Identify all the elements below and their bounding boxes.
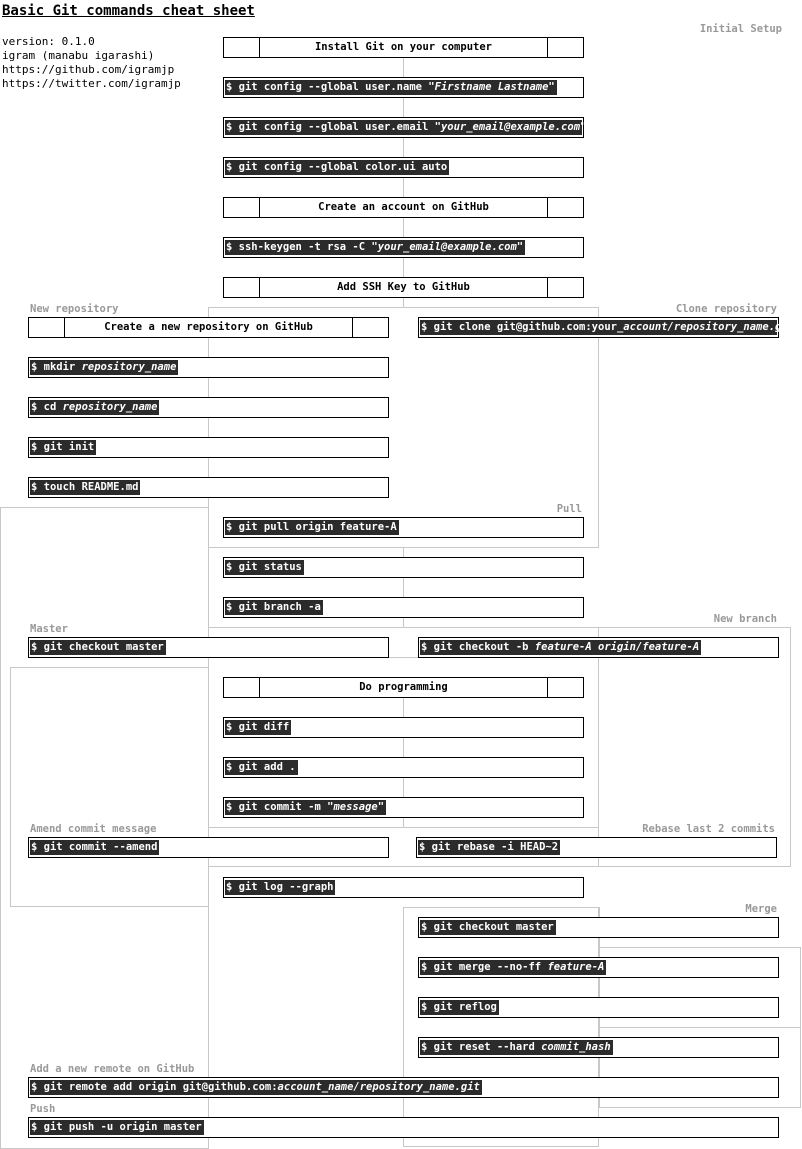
cmd-git-branch[interactable]: $ git branch -a bbox=[223, 597, 584, 618]
cmd-git-rebase[interactable]: $ git rebase -i HEAD~2 bbox=[416, 837, 777, 858]
cmd-cd[interactable]: $ cd repository_name bbox=[28, 397, 389, 418]
cmd-checkout-master[interactable]: $ git checkout master bbox=[28, 637, 389, 658]
step-create-repo: Create a new repository on GitHub bbox=[28, 317, 389, 338]
cmd-config-color[interactable]: $ git config --global color.ui auto bbox=[223, 157, 584, 178]
cmd-git-init[interactable]: $ git init bbox=[28, 437, 389, 458]
section-new-repository: New repository bbox=[30, 303, 119, 315]
twitter-link[interactable]: https://twitter.com/igramjp bbox=[2, 77, 181, 90]
step-do-programming: Do programming bbox=[223, 677, 584, 698]
cmd-mkdir[interactable]: $ mkdir repository_name bbox=[28, 357, 389, 378]
section-amend: Amend commit message bbox=[30, 823, 157, 835]
cmd-touch-readme[interactable]: $ touch README.md bbox=[28, 477, 389, 498]
section-merge: Merge bbox=[745, 903, 777, 915]
cmd-git-add[interactable]: $ git add . bbox=[223, 757, 584, 778]
version-text: version: 0.1.0 bbox=[2, 35, 95, 48]
section-push: Push bbox=[30, 1103, 56, 1115]
step-create-account: Create an account on GitHub bbox=[223, 197, 584, 218]
section-new-branch: New branch bbox=[713, 613, 777, 625]
cmd-git-reflog[interactable]: $ git reflog bbox=[418, 997, 779, 1018]
cmd-config-email[interactable]: $ git config --global user.email "your_email@example.com" bbox=[223, 117, 584, 138]
cmd-git-commit[interactable]: $ git commit -m "message" bbox=[223, 797, 584, 818]
merge-frame bbox=[403, 907, 599, 1147]
section-rebase: Rebase last 2 commits bbox=[642, 823, 775, 835]
programming-loop-frame bbox=[10, 667, 209, 907]
section-master: Master bbox=[30, 623, 68, 635]
step-install-git: Install Git on your computer bbox=[223, 37, 584, 58]
cmd-git-status[interactable]: $ git status bbox=[223, 557, 584, 578]
cmd-commit-amend[interactable]: $ git commit --amend bbox=[28, 837, 389, 858]
cmd-git-pull[interactable]: $ git pull origin feature-A bbox=[223, 517, 584, 538]
page-title: Basic Git commands cheat sheet bbox=[2, 3, 255, 19]
section-initial-setup: Initial Setup bbox=[699, 23, 782, 35]
cmd-config-name[interactable]: $ git config --global user.name "Firstname Lastname" bbox=[223, 77, 584, 98]
github-link[interactable]: https://github.com/igramjp bbox=[2, 63, 175, 76]
cmd-merge-checkout-master[interactable]: $ git checkout master bbox=[418, 917, 779, 938]
setup-frame bbox=[208, 307, 599, 548]
section-pull: Pull bbox=[556, 503, 582, 515]
cmd-remote-add[interactable]: $ git remote add origin git@github.com:account_name/repository_name.git bbox=[28, 1077, 779, 1098]
cmd-git-diff[interactable]: $ git diff bbox=[223, 717, 584, 738]
cmd-git-reset[interactable]: $ git reset --hard commit_hash bbox=[418, 1037, 779, 1058]
step-add-ssh-key: Add SSH Key to GitHub bbox=[223, 277, 584, 298]
cmd-ssh-keygen[interactable]: $ ssh-keygen -t rsa -C "your_email@example.com" bbox=[223, 237, 584, 258]
cmd-git-push[interactable]: $ git push -u origin master bbox=[28, 1117, 779, 1138]
cmd-git-log[interactable]: $ git log --graph bbox=[223, 877, 584, 898]
cmd-checkout-new-branch[interactable]: $ git checkout -b feature-A origin/feature-A bbox=[418, 637, 779, 658]
section-add-remote: Add a new remote on GitHub bbox=[30, 1063, 195, 1075]
cmd-git-merge[interactable]: $ git merge --no-ff feature-A bbox=[418, 957, 779, 978]
author-text: igram (manabu igarashi) bbox=[2, 49, 155, 62]
section-clone-repository: Clone repository bbox=[675, 303, 777, 315]
cmd-git-clone[interactable]: $ git clone git@github.com:your_account/repository_name.git bbox=[418, 317, 779, 338]
